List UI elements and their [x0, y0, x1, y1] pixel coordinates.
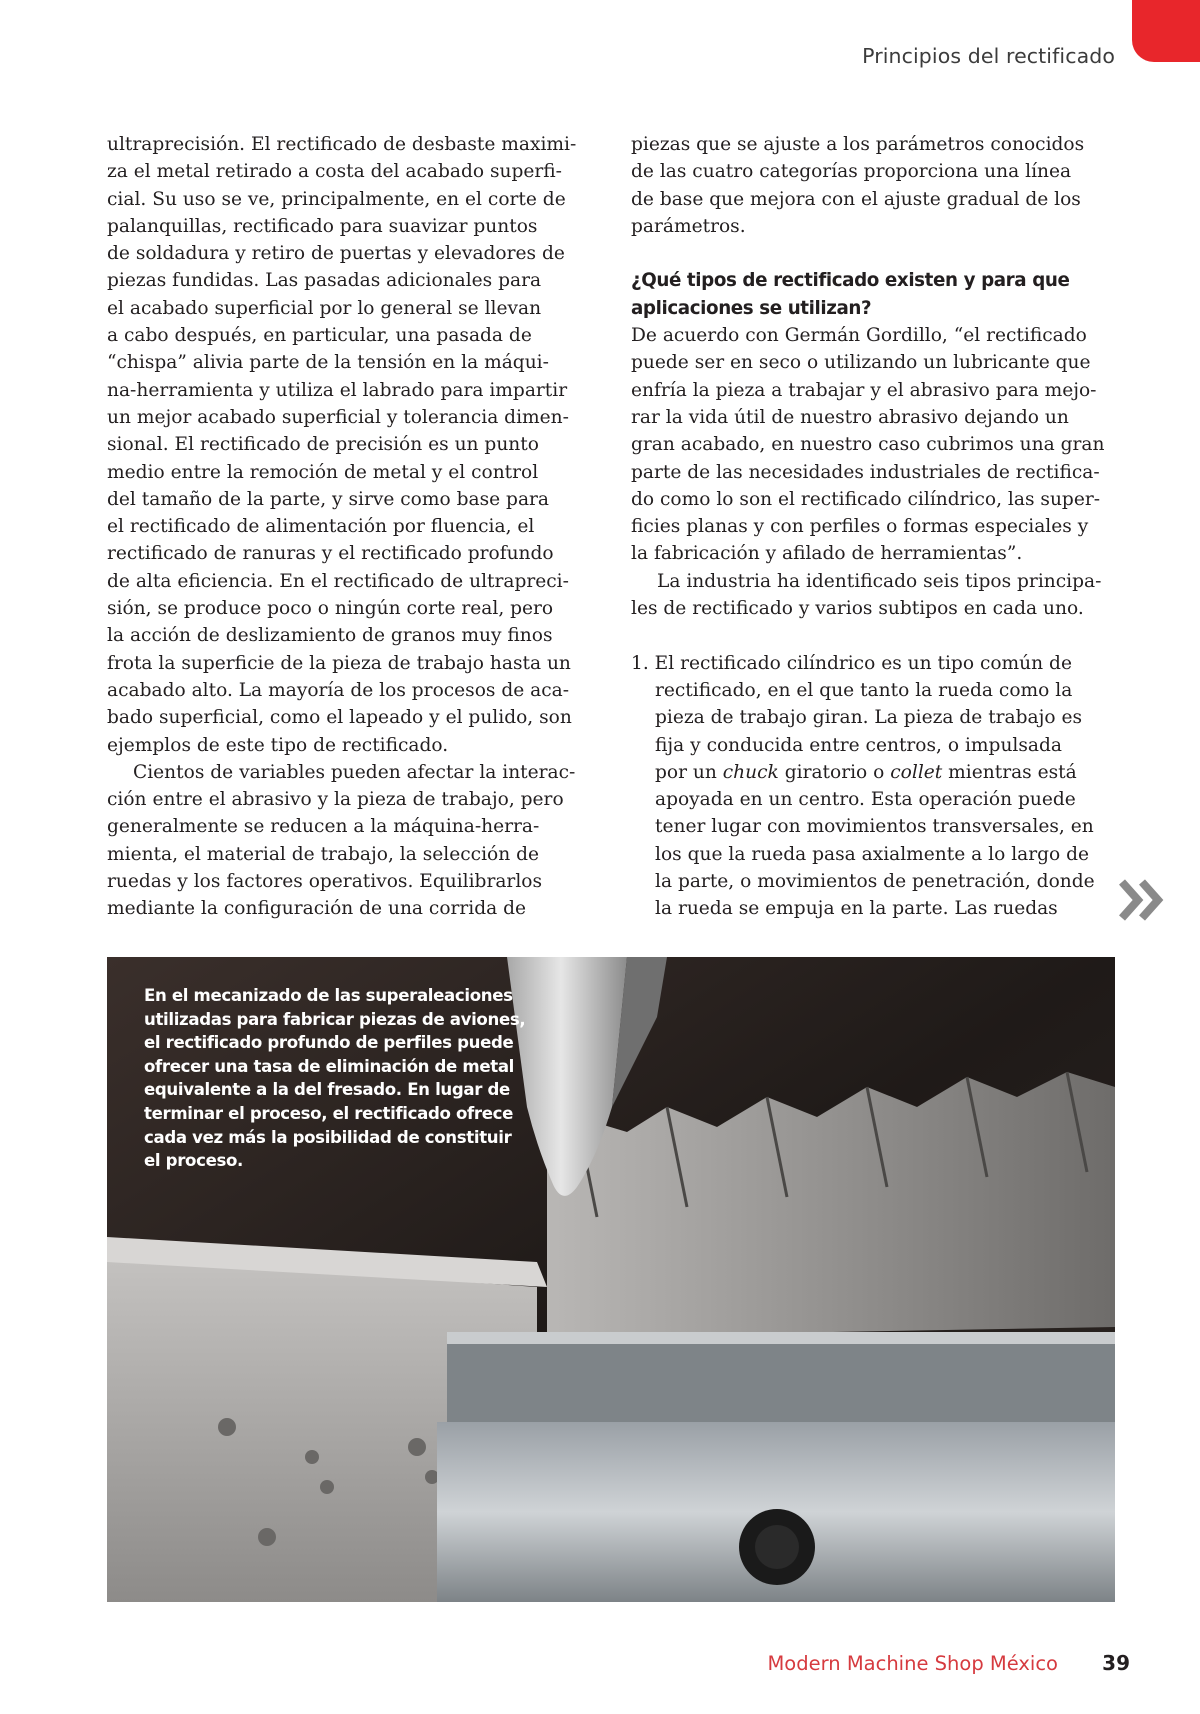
caption-line: terminar el proceso, el rectificado ofrece [144, 1103, 514, 1123]
body-line: rar la vida útil de nuestro abrasivo dejando un [631, 406, 1069, 428]
caption-line: En el mecanizado de las superaleaciones [144, 986, 513, 1005]
list-item-line: rectificado, en el que tanto la rueda como la [655, 679, 1073, 701]
text-run: giratorio o [778, 761, 891, 783]
body-line: medio entre la remoción de metal y el control [107, 461, 539, 483]
body-line: mediante la configuración de una corrida de [107, 898, 527, 920]
body-line: la fabricación y afilado de herramientas”. [631, 543, 1023, 565]
publication-name: Modern Machine Shop México [767, 1652, 1058, 1675]
paragraph-spacer [631, 622, 1114, 649]
section-heading: ¿Qué tipos de rectificado existen y para que [631, 270, 1070, 292]
body-line: do como lo son el rectificado cilíndrico, las super- [631, 488, 1100, 510]
paragraph-spacer [631, 240, 1114, 267]
photo-caption [144, 984, 524, 1173]
body-line: les de rectificado y varios subtipos en cada uno. [631, 598, 1084, 620]
body-line: sión, se produce poco o ningún corte real, pero [107, 598, 554, 620]
list-item-line: pieza de trabajo giran. La pieza de trabajo es [655, 707, 1083, 729]
list-item-line [631, 759, 1114, 786]
list-item-line: la rueda se empuja en la parte. Las ruedas [655, 898, 1058, 920]
body-line: Cientos de variables pueden afectar la interac- [133, 761, 576, 783]
body-line: el acabado superficial por lo general se llevan [107, 297, 542, 319]
body-line: ultraprecisión. El rectificado de desbaste maximi- [107, 134, 577, 155]
italic-term: collet [890, 761, 943, 783]
body-line: piezas que se ajuste a los parámetros conocidos [631, 134, 1085, 155]
body-line: a cabo después, en particular, una pasada de [107, 325, 532, 347]
text-run: mientras está [942, 761, 1077, 783]
body-line: De acuerdo con Germán Gordillo, “el rectificado [631, 325, 1087, 347]
body-line: La industria ha identificado seis tipos principa- [657, 570, 1102, 592]
body-line: de alta eficiencia. En el rectificado de ultrapreci- [107, 570, 569, 592]
body-line: cial. Su uso se ve, principalmente, en el corte de [107, 188, 566, 210]
section-heading: aplicaciones se utilizan? [631, 297, 872, 319]
body-line: ficies planas y con perfiles o formas especiales y [631, 516, 1089, 538]
body-line: ruedas y los factores operativos. Equilibrarlos [107, 871, 543, 893]
body-line: enfría la pieza a trabajar y el abrasivo para mejo- [631, 379, 1097, 401]
body-line: sional. El rectificado de precisión es un punto [107, 434, 539, 456]
list-item-line: la parte, o movimientos de penetración, donde [655, 871, 1095, 893]
body-line: un mejor acabado superficial y tolerancia dimen- [107, 406, 569, 428]
body-line: generalmente se reducen a la máquina-herra- [107, 816, 540, 838]
body-line: la acción de deslizamiento de granos muy finos [107, 625, 553, 647]
body-line: ejemplos de este tipo de rectificado. [107, 734, 449, 756]
list-item-line: 1. El rectificado cilíndrico es un tipo común de [631, 652, 1072, 674]
body-line: rectificado de ranuras y el rectificado profundo [107, 543, 554, 565]
double-chevron-right-icon [1118, 874, 1166, 926]
body-line: de base que mejora con el ajuste gradual de los [631, 188, 1081, 210]
italic-term: chuck [722, 761, 779, 783]
body-line: el rectificado de alimentación por fluencia, el [107, 516, 535, 538]
body-line: bado superficial, como el lapeado y el pulido, son [107, 707, 572, 729]
caption-line: cada vez más la posibilidad de constituir [144, 1127, 512, 1147]
body-line: piezas fundidas. Las pasadas adicionales para [107, 270, 542, 292]
body-line: gran acabado, en nuestro caso cubrimos una gran [631, 434, 1105, 456]
caption-line: el proceso. [144, 1151, 244, 1171]
grinding-photo [107, 957, 1115, 1602]
body-line: za el metal retirado a costa del acabado superfi- [107, 161, 562, 183]
body-line: ción entre el abrasivo y la pieza de trabajo, pero [107, 789, 564, 811]
body-line: parte de las necesidades industriales de rectifica- [631, 461, 1100, 483]
text-run: por un [655, 761, 723, 783]
body-line: mienta, el material de trabajo, la selección de [107, 843, 539, 865]
caption-line: utilizadas para fabricar piezas de aviones, [144, 1009, 526, 1029]
list-item-line: apoyada en un centro. Esta operación puede [655, 789, 1076, 811]
body-line: de las cuatro categorías proporciona una línea [631, 161, 1072, 183]
body-line: na-herramienta y utiliza el labrado para impartir [107, 379, 568, 401]
body-line: del tamaño de la parte, y sirve como base para [107, 488, 550, 510]
page-number: 39 [1102, 1651, 1130, 1675]
body-line: acabado alto. La mayoría de los procesos de aca- [107, 679, 570, 701]
body-line: parámetros. [631, 215, 746, 237]
section-tab [1132, 0, 1200, 62]
right-column [631, 131, 1114, 923]
list-item-line: tener lugar con movimientos transversales, en [655, 816, 1094, 838]
section-title: Principios del rectificado [862, 44, 1115, 68]
caption-line: equivalente a la del fresado. En lugar de [144, 1080, 510, 1100]
list-item-line: los que la rueda pasa axialmente a lo largo de [655, 843, 1090, 865]
list-item-line: fija y conducida entre centros, o impulsada [655, 734, 1062, 756]
body-line: “chispa” alivia parte de la tensión en la máqui- [107, 352, 549, 374]
body-line: de soldadura y retiro de puertas y elevadores de [107, 243, 565, 265]
left-column [107, 131, 587, 923]
body-line: puede ser en seco o utilizando un lubricante que [631, 352, 1091, 374]
caption-line: ofrecer una tasa de eliminación de metal [144, 1056, 515, 1076]
body-line: frota la superficie de la pieza de trabajo hasta un [107, 652, 571, 674]
body-line: palanquillas, rectificado para suavizar puntos [107, 215, 538, 237]
caption-line: el rectificado profundo de perfiles puede [144, 1033, 514, 1053]
